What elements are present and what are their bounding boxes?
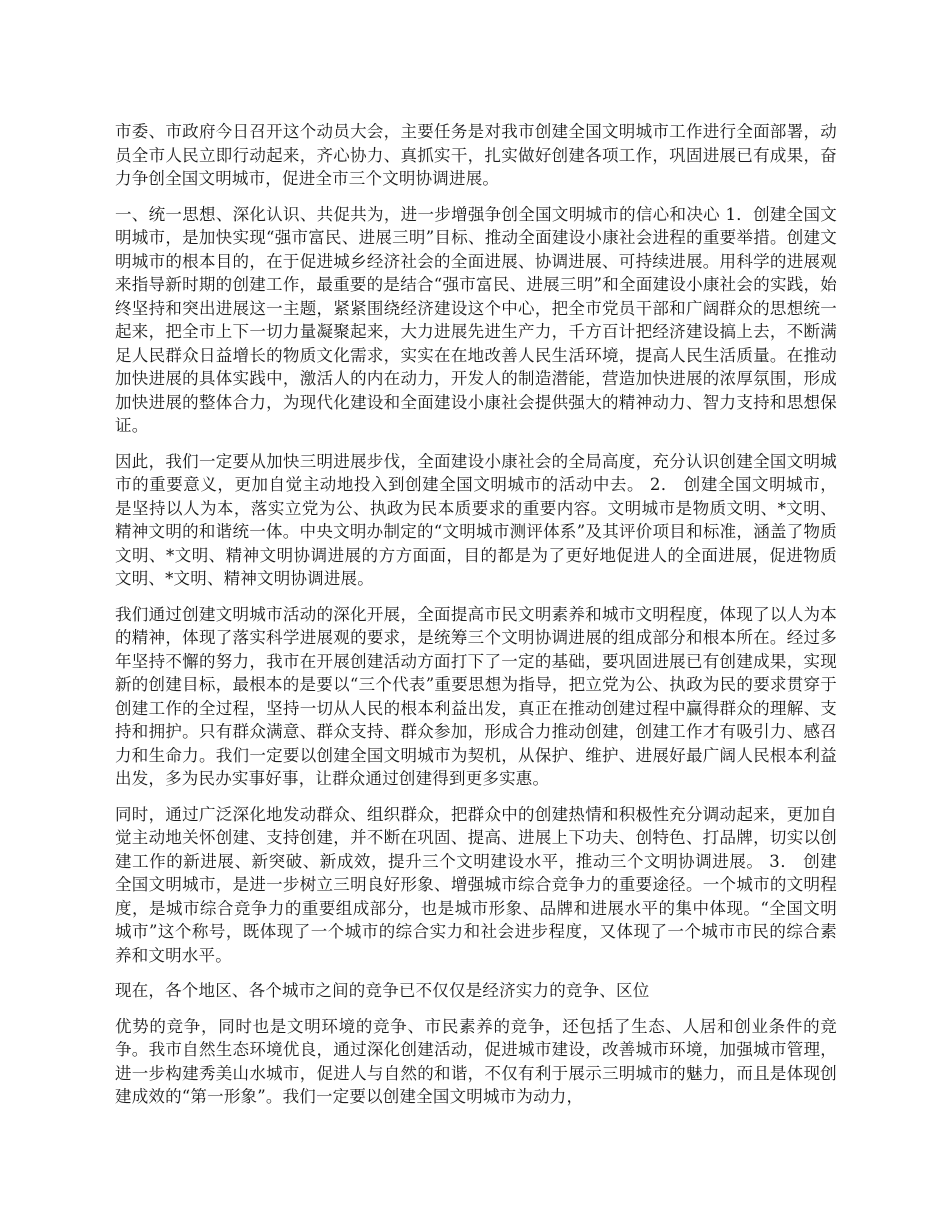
paragraph-7: 优势的竞争，同时也是文明环境的竞争、市民素养的竞争，还包括了生态、人居和创业条件的竞争。我市自然生态环境优良，通过深化创建活动，促进城市建设，改善城市环境，加强城市管理，进一步构建秀美山水城市，促进人与自然的和谐，不仅有利于展示三明城市的魅力，而且是体现创建成效的“第一形象”。我们一定要以创建全国文明城市为动力，: [115, 1016, 837, 1106]
document-body: [115, 120, 837, 1121]
paragraph-3: 因此，我们一定要从加快三明进展步伐，全面建设小康社会的全局高度，充分认识创建全国文明城市的重要意义，更加自觉主动地投入到创建全国文明城市的活动中去。 2． 创建全国文明城市，是坚持以人为本，落实立党为公、执政为民本质要求的重要内容。文明城市是物质文明、*文明、精神文明的和谐统一体。中央文明办制定的“文明城市测评体系”及其评价项目和标准，涵盖了物质文明、*文明、精神文明协调进展的方方面面，目的都是为了更好地促进人的全面进展，促进物质文明、*文明、精神文明协调进展。: [115, 451, 837, 588]
paragraph-1: 市委、市政府今日召开这个动员大会，主要任务是对我市创建全国文明城市工作进行全面部署，动员全市人民立即行动起来，齐心协力、真抓实干，扎实做好创建各项工作，巩固进展已有成果，奋力争创全国文明城市，促进全市三个文明协调进展。: [115, 122, 837, 188]
paragraph-4: 我们通过创建文明城市活动的深化开展，全面提高市民文明素养和城市文明程度，体现了以人为本的精神，体现了落实科学进展观的要求，是统筹三个文明协调进展的组成部分和根本所在。经过多年坚持不懈的努力，我市在开展创建活动方面打下了一定的基础，要巩固进展已有创建成果，实现新的创建目标，最根本的是要以“三个代表”重要思想为指导，把立党为公、执政为民的要求贯穿于创建工作的全过程，坚持一切从人民的根本利益出发，真正在推动创建过程中赢得群众的理解、支持和拥护。只有群众满意、群众支持、群众参加，形成合力推动创建，创建工作才有吸引力、感召力和生命力。我们一定要以创建全国文明城市为契机，从保护、维护、进展好最广阔人民根本利益出发，多为民办实事好事，让群众通过创建得到更多实惠。: [115, 604, 837, 788]
paragraph-2: 一、统一思想、深化认识、共促共为，进一步增强争创全国文明城市的信心和决心 1．创建全国文明城市，是加快实现“强市富民、进展三明”目标、推动全面建设小康社会进程的重要举措。创建文明城市的根本目的，在于促进城乡经济社会的全面进展、协调进展、可持续进展。用科学的进展观来指导新时期的创建工作，最重要的是结合“强市富民、进展三明”和全面建设小康社会的实践，始终坚持和突出进展这一主题，紧紧围绕经济建设这个中心，把全市党员干部和广阔群众的思想统一起来，把全市上下一切力量凝聚起来，大力进展先进生产力，千方百计把经济建设搞上去，不断满足人民群众日益增长的物质文化需求，实实在在地改善人民生活环境，提高人民生活质量。在推动加快进展的具体实践中，激活人的内在动力，开发人的制造潜能，营造加快进展的浓厚氛围，形成加快进展的整体合力，为现代化建设和全面建设小康社会提供强大的精神动力、智力支持和思想保证。: [115, 204, 837, 435]
paragraph-5: 同时，通过广泛深化地发动群众、组织群众，把群众中的创建热情和积极性充分调动起来，更加自觉主动地关怀创建、支持创建，并不断在巩固、提高、进展上下功夫、创特色、打品牌，切实以创建工作的新进展、新突破、新成效，提升三个文明建设水平，推动三个文明协调进展。 3． 创建全国文明城市，是进一步树立三明良好形象、增强城市综合竞争力的重要途径。一个城市的文明程度，是城市综合竞争力的重要组成部分，也是城市形象、品牌和进展水平的集中体现。“全国文明城市”这个称号，既体现了一个城市的综合实力和社会进步程度，又体现了一个城市市民的综合素养和文明水平。: [115, 804, 837, 965]
paragraph-6: 现在，各个地区、各个城市之间的竞争已不仅仅是经济实力的竞争、区位: [115, 981, 650, 1000]
